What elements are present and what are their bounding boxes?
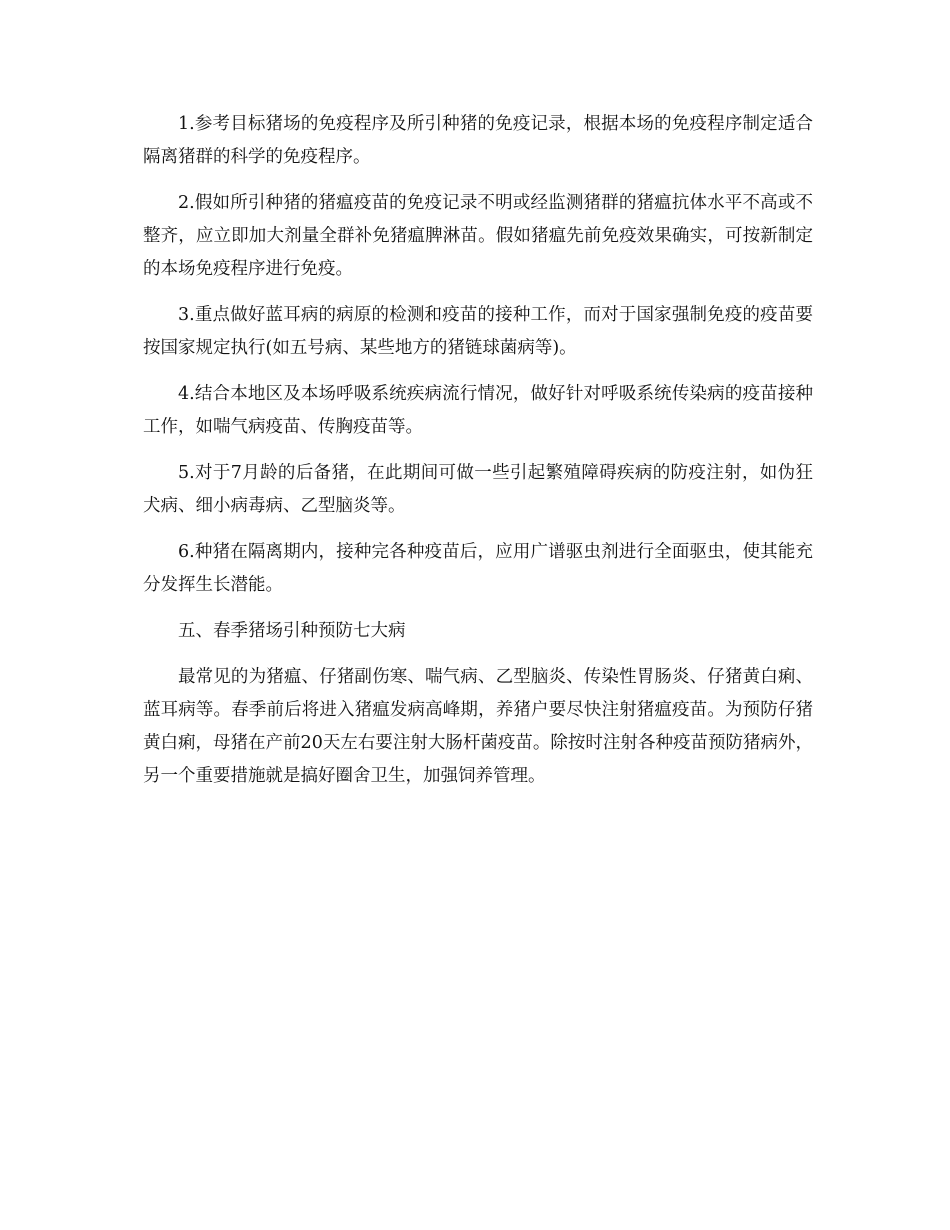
paragraph-respiratory-vaccines: 4.结合本地区及本场呼吸系统疾病流行情况，做好针对呼吸系统传染病的疫苗接种工作，如喘气病疫苗、传胸疫苗等。 [143, 384, 813, 437]
document-body [143, 108, 813, 806]
paragraph-blue-ear-disease: 3.重点做好蓝耳病的病原的检测和疫苗的接种工作，而对于国家强制免疫的疫苗要按国家规定执行(如五号病、某些地方的猪链球菌病等)。 [143, 305, 813, 358]
paragraph-immunization-program: 1.参考目标猪场的免疫程序及所引种猪的免疫记录，根据本场的免疫程序制定适合隔离猪群的科学的免疫程序。 [143, 114, 813, 167]
section-heading: 五、春季猪场引种预防七大病 [178, 621, 406, 641]
paragraph-swine-fever-vaccine: 2.假如所引种猪的猪瘟疫苗的免疫记录不明或经监测猪群的猪瘟抗体水平不高或不整齐，应立即加大剂量全群补免猪瘟脾淋苗。假如猪瘟先前免疫效果确实，可按新制定的本场免疫程序进行免疫。 [143, 193, 813, 279]
paragraph-seven-diseases: 最常见的为猪瘟、仔猪副伤寒、喘气病、乙型脑炎、传染性胃肠炎、仔猪黄白痢、蓝耳病等。春季前后将进入猪瘟发病高峰期，养猪户要尽快注射猪瘟疫苗。为预防仔猪黄白痢，母猪在产前20天左右要注射大肠杆菌疫苗。除按时注射各种疫苗预防猪病外，另一个重要措施就是搞好圈舍卫生，加强饲养管理。 [143, 667, 813, 786]
paragraph-deworming: 6.种猪在隔离期内，接种完各种疫苗后，应用广谱驱虫剂进行全面驱虫，使其能充分发挥生长潜能。 [143, 542, 813, 595]
paragraph-reserve-pigs: 5.对于7月龄的后备猪，在此期间可做一些引起繁殖障碍疾病的防疫注射，如伪狂犬病、细小病毒病、乙型脑炎等。 [143, 463, 813, 516]
